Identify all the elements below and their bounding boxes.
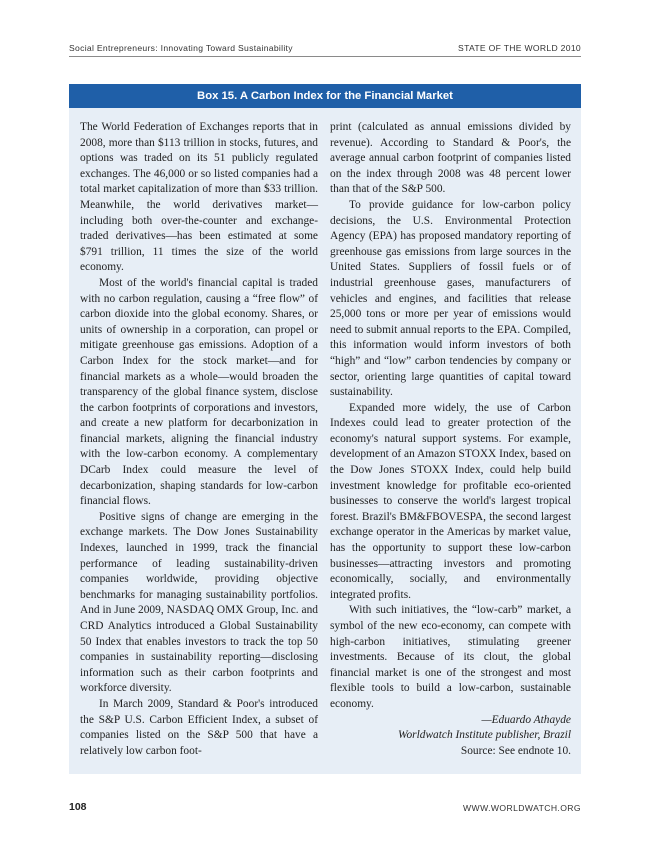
running-header — [69, 43, 581, 53]
box-affiliation: Worldwatch Institute publisher, Brazil — [398, 729, 571, 742]
sidebar-box — [69, 84, 581, 774]
paragraph: Positive signs of change are emerging in the exchange markets. The Dow Jones Sustainability Indexes, launched in 1999, track the financial performance of leading sustainability-driven companies worldwide, providing objective benchmarks for managing sustainability portfolios. And in June 2009, NASDAQ OMX Group, Inc. and CRD Analytics introduced a Global Sustainability 50 Index that enables investors to track the top 50 companies in sustainability reporting—disclosing information such as their carbon footprints and workforce diversity. — [80, 510, 318, 695]
box-author: —Eduardo Athayde — [481, 713, 571, 726]
paragraph: Most of the world's financial capital is traded with no carbon regulation, causing a “free flow” of carbon dioxide into the global economy. Shares, or units of ownership in a corporation, can propel or mitigate greenhouse gas emissions. Adoption of a Carbon Index for the stock market—and for financial markets as a whole—would broaden the transparency of the global finance system, disclose the carbon footprints of corporations and investors, and create a new platform for decarbonization in financial markets, aligning the financial industry with the low-carbon economy. A complementary DCarb Index could measure the level of decarbonization, shaping standards for low-carbon financial flows. — [80, 276, 318, 508]
header-rule — [69, 56, 581, 57]
paragraph: To provide guidance for low-carbon policy decisions, the U.S. Environmental Protection Agency (EPA) has proposed mandatory reporting of greenhouse gas emissions from large sources in the United States. Suppliers of fossil fuels or of industrial greenhouse gases, manufacturers of vehicles and engines, and facilities that release 25,000 tons or more per year of emissions would need to submit annual reports to the EPA. Compiled, this information would inform investors of both “high” and “low” carbon tendencies by company or sector, orienting large quantities of capital toward sustainability. — [330, 198, 571, 399]
paragraph: In March 2009, Standard & Poor's introduced the S&P U.S. Carbon Efficient Index, a subset of companies listed on the S&P 500 that have a relatively low carbon foot- — [80, 697, 318, 757]
box-source: Source: See endnote 10. — [460, 744, 571, 757]
paragraph: With such initiatives, the “low-carb” market, a symbol of the new eco-economy, can compete with high-carbon initiatives, stimulating greener investments. Because of its clout, the global financial market is one of the strongest and most flexible tools to build a low-carbon, sustainable economy. — [330, 604, 571, 710]
box-column-left — [80, 120, 318, 759]
box-signature — [330, 713, 571, 760]
paragraph: Expanded more widely, the use of Carbon Indexes could lead to greater protection of the economy's natural support systems. For example, development of an Amazon STOXX Index, based on the Dow Jones STOXX Index, could help build investment knowledge for profitable eco-oriented businesses to conserve the world's largest tropical forest. Brazil's BM&FBOVESPA, the second largest exchange operator in the Americas by market value, has the opportunity to support these low-carbon businesses—attracting investors and promoting economically, socially, and environmentally integrated profits. — [330, 401, 571, 601]
box-title: Box 15. A Carbon Index for the Financial Market — [69, 84, 581, 108]
page-number: 108 — [69, 801, 87, 813]
paragraph: The World Federation of Exchanges reports that in 2008, more than $113 trillion in stocks, futures, and options was traded on its 51 publicly regulated exchanges. The 46,000 or so listed companies had a total market capitalization of more than $33 trillion. Meanwhile, the world derivatives market—including both over-the-counter and exchange-traded derivatives—has been estimated at some $791 trillion, 11 times the size of the world economy. — [80, 121, 318, 274]
box-column-right — [330, 120, 571, 759]
header-section-title: Social Entrepreneurs: Innovating Toward Sustainability — [69, 43, 293, 53]
paragraph: print (calculated as annual emissions divided by revenue). According to Standard & Poor's, the average annual carbon footprint of companies listed on the index through 2008 was 48 percent lower than that of the S&P 500. — [330, 121, 571, 196]
footer-website: WWW.WORLDWATCH.ORG — [463, 803, 581, 813]
header-book-title: STATE OF THE WORLD 2010 — [458, 43, 581, 53]
